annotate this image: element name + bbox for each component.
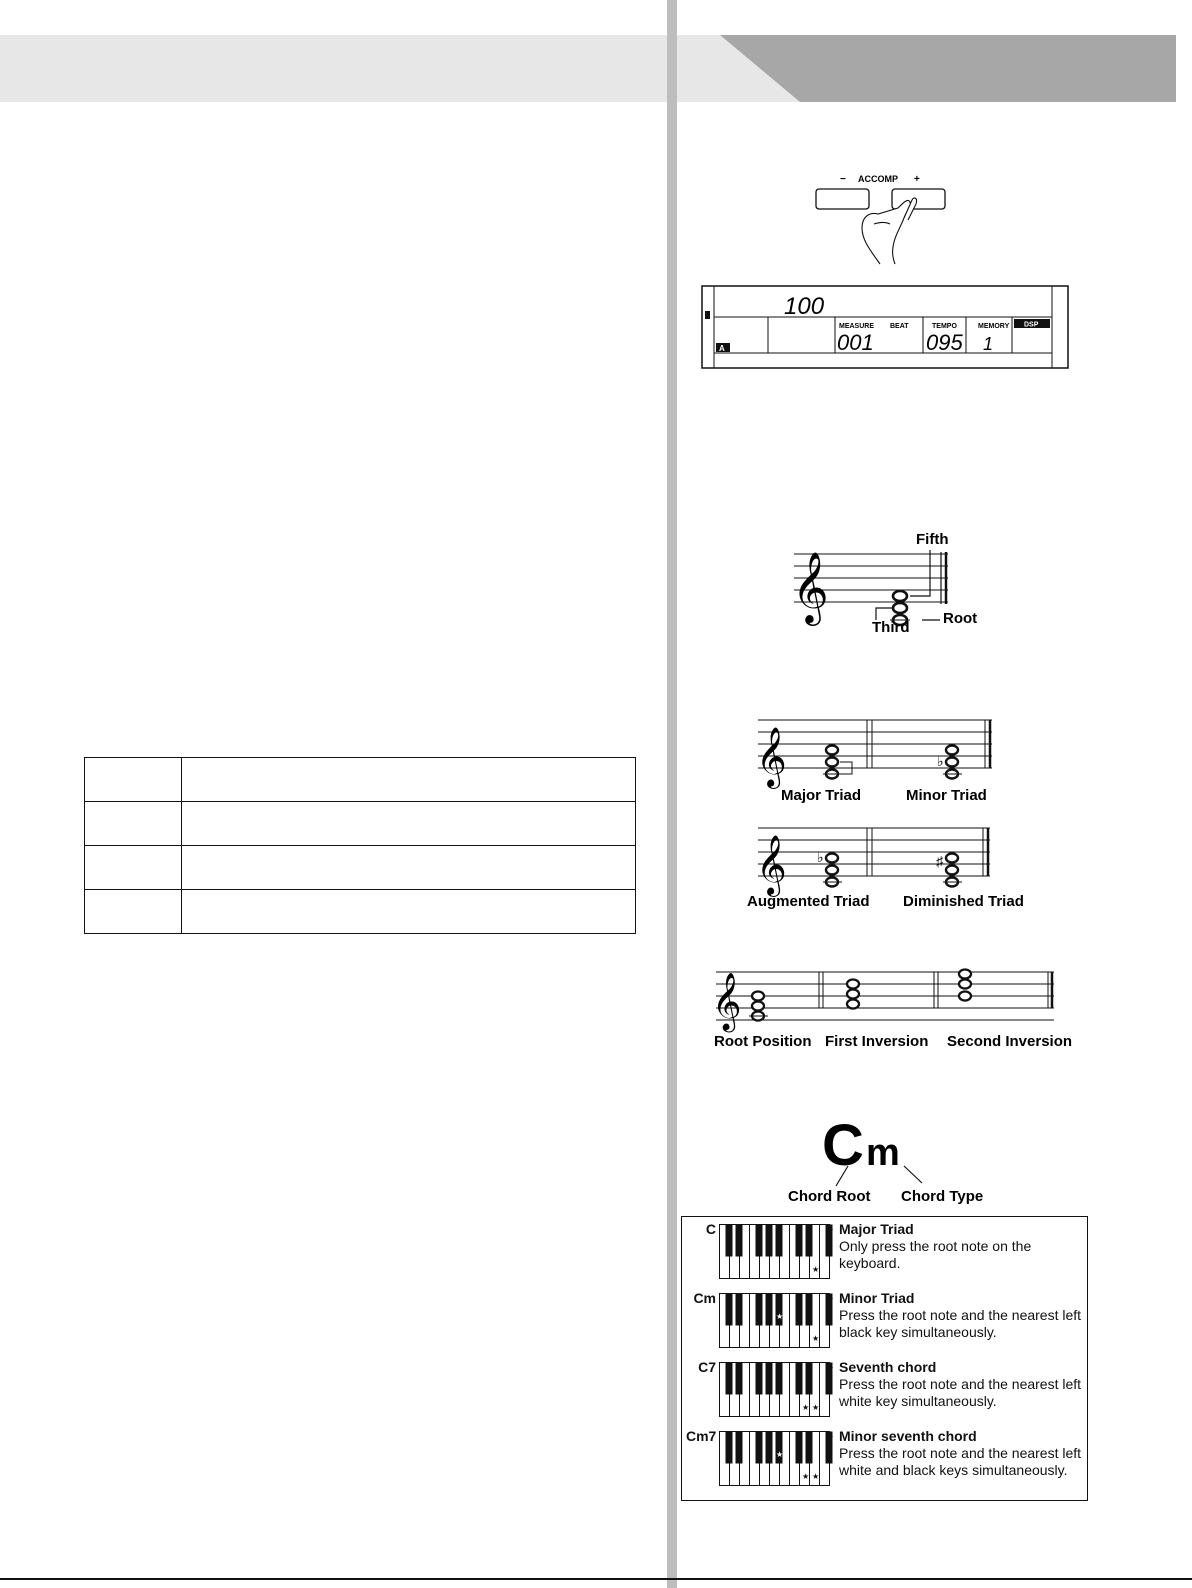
star-marker-icon: ★: [776, 1450, 784, 1459]
table-cell: [85, 758, 182, 802]
header-band-dark: [720, 35, 1176, 102]
black-key: [806, 1363, 813, 1395]
black-key: [766, 1363, 773, 1395]
chord-description: Press the root note and the nearest left white key simultaneously.: [839, 1376, 1082, 1409]
black-key: [806, 1432, 813, 1464]
lcd-beat-label: BEAT: [890, 323, 909, 330]
chord-name: Cm7: [686, 1428, 717, 1444]
star-marker-icon: ★: [825, 1364, 834, 1375]
star-marker-icon: ★: [812, 1403, 820, 1412]
major-triad-label: Major Triad: [781, 787, 862, 804]
chord-description: Press the root note and the nearest left black key simultaneously.: [839, 1307, 1082, 1340]
chord-type-caption: Chord Type: [901, 1188, 984, 1205]
black-key: [726, 1432, 733, 1464]
black-key: [756, 1363, 763, 1395]
triad-structure-diagram: [780, 528, 1000, 638]
black-key: [756, 1432, 763, 1464]
diminished-triad-label: Diminished Triad: [903, 893, 1024, 910]
root-position-label: Root Position: [714, 1033, 812, 1050]
star-marker-icon: ★: [812, 1334, 820, 1343]
keyboard-diagram: [719, 1362, 835, 1418]
lcd-memory-label: MEMORY: [978, 323, 1010, 330]
chord-title: Seventh chord: [839, 1359, 937, 1375]
table-row: [85, 802, 636, 846]
header-band-light: [0, 35, 800, 102]
star-marker-icon: ★: [825, 1226, 834, 1237]
black-key: [796, 1294, 803, 1326]
black-key: [806, 1225, 813, 1257]
chord-description: Press the root note and the nearest left white and black keys simultaneously.: [839, 1445, 1082, 1478]
black-key: [726, 1294, 733, 1326]
star-marker-icon: ★: [825, 1295, 834, 1306]
major-minor-triad-staff: [748, 708, 1008, 808]
treble-clef-icon: 𝄞: [756, 836, 787, 894]
black-key: [796, 1225, 803, 1257]
black-key: [796, 1363, 803, 1395]
lcd-main-number: 100: [784, 293, 825, 320]
lcd-indicator-a: A: [719, 344, 725, 353]
table-cell: [182, 758, 636, 802]
accomp-minus-sign: −: [840, 174, 846, 185]
black-key: [736, 1294, 743, 1326]
chord-title: Minor seventh chord: [839, 1428, 977, 1444]
star-marker-icon: ★: [802, 1472, 810, 1481]
inversions-staff: [706, 960, 1086, 1052]
black-key: [726, 1363, 733, 1395]
root-label: Root: [943, 610, 978, 627]
treble-clef-icon: 𝄞: [756, 728, 787, 786]
black-key: [766, 1294, 773, 1326]
chord-name: C7: [698, 1359, 716, 1375]
keyboard-diagram: [719, 1224, 835, 1280]
flat-sign-icon: ♭: [817, 849, 824, 865]
pointing-hand-icon: [862, 198, 917, 264]
chord-row-minor-seventh: [682, 1424, 1089, 1489]
lcd-dsp-label: DSP: [1024, 321, 1039, 329]
fifth-label: Fifth: [916, 531, 949, 548]
accomp-plus-sign: +: [914, 174, 920, 185]
star-marker-icon: ★: [802, 1403, 810, 1412]
accomp-button-illustration: [800, 168, 960, 268]
speaker-icon: [705, 311, 710, 319]
black-key: [736, 1432, 743, 1464]
black-key: [766, 1432, 773, 1464]
black-key: [796, 1432, 803, 1464]
minor-triad-label: Minor Triad: [906, 787, 987, 804]
fingered-chord-box: [681, 1216, 1088, 1501]
chord-title: Minor Triad: [839, 1290, 915, 1306]
chord-name: C: [705, 1221, 716, 1237]
table-cell: [85, 890, 182, 934]
first-inversion-label: First Inversion: [825, 1033, 929, 1050]
augmented-triad-label: Augmented Triad: [747, 893, 870, 910]
bottom-rule: [0, 1578, 1192, 1580]
lcd-memory-value: 1: [983, 334, 994, 354]
table-cell: [85, 802, 182, 846]
chord-description: Only press the root note on the keyboard.: [839, 1238, 1032, 1271]
accomp-minus-button[interactable]: [816, 189, 869, 209]
black-key: [776, 1363, 783, 1395]
chord-title: Major Triad: [839, 1221, 914, 1237]
black-key: [766, 1225, 773, 1257]
chord-name: Cm: [693, 1290, 716, 1306]
treble-clef-icon: 𝄞: [712, 973, 742, 1029]
lcd-measure-value: 001: [837, 330, 874, 355]
lcd-tempo-label: TEMPO: [932, 323, 957, 330]
flat-sign-icon: ♭: [937, 753, 944, 769]
second-inversion-label: Second Inversion: [947, 1033, 1073, 1050]
black-key: [756, 1225, 763, 1257]
sharp-sign-icon: ♯: [936, 853, 943, 869]
keyboard-diagram: [719, 1431, 835, 1487]
chord-root-caption: Chord Root: [788, 1188, 871, 1205]
table-cell: [182, 802, 636, 846]
star-marker-icon: ★: [812, 1265, 820, 1274]
black-key: [726, 1225, 733, 1257]
chord-root-letter: C: [822, 1113, 864, 1178]
info-table: [84, 757, 636, 934]
table-row: [85, 890, 636, 934]
column-divider: [667, 0, 677, 1588]
black-key: [756, 1294, 763, 1326]
black-key: [776, 1225, 783, 1257]
lcd-display: [700, 284, 1070, 372]
chord-row-major: [682, 1217, 1089, 1282]
black-key: [736, 1363, 743, 1395]
black-key: [806, 1294, 813, 1326]
lcd-measure-label: MEASURE: [839, 323, 875, 330]
table-row: [85, 846, 636, 890]
augmented-diminished-triad-staff: [740, 816, 1040, 916]
lcd-tempo-value: 095: [926, 330, 963, 355]
chord-type-letters: m: [866, 1132, 900, 1174]
table-row: [85, 758, 636, 802]
chord-row-minor: [682, 1286, 1089, 1351]
treble-clef-icon: 𝄞: [792, 553, 829, 622]
keyboard-diagram: [719, 1293, 835, 1349]
accomp-label: ACCOMP: [858, 174, 898, 184]
chord-row-seventh: [682, 1355, 1089, 1420]
chord-symbol-diagram: [780, 1110, 1010, 1206]
black-key: [736, 1225, 743, 1257]
star-marker-icon: ★: [812, 1472, 820, 1481]
star-marker-icon: ★: [776, 1312, 784, 1321]
table-cell: [182, 890, 636, 934]
third-label: Third: [872, 619, 910, 636]
star-marker-icon: ★: [825, 1433, 834, 1444]
table-cell: [182, 846, 636, 890]
table-cell: [85, 846, 182, 890]
